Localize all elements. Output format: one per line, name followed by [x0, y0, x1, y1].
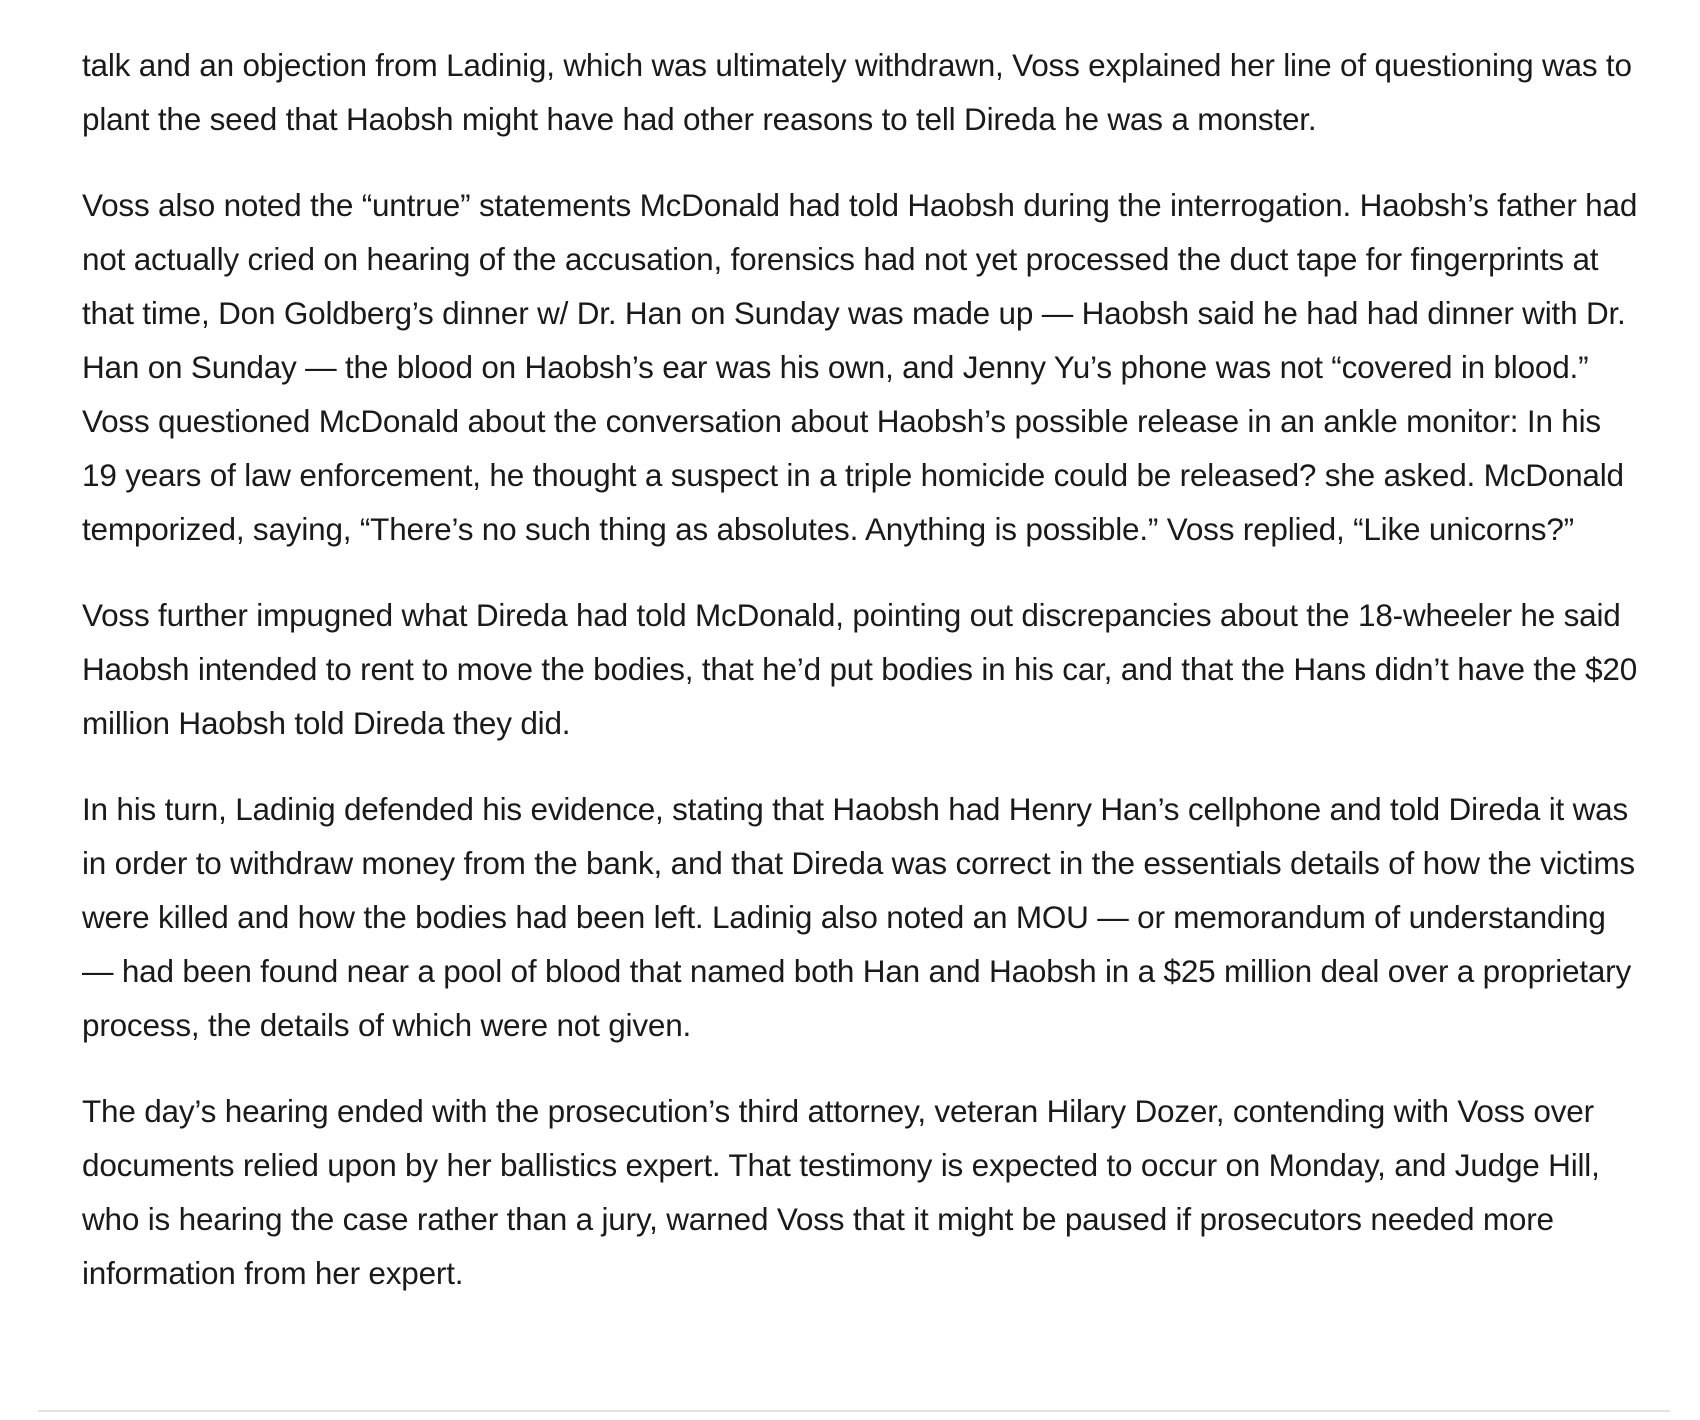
footer-divider — [38, 1410, 1670, 1412]
article-paragraph-4: In his turn, Ladinig defended his evidence, stating that Haobsh had Henry Han’s cellphone and told Direda it was in order to withdraw money from the bank, and that Direda was correct in the essentials details of how the victims were killed and how the bodies had been left. Ladinig also noted an MOU — or memorandum of understanding — had been found near a pool of blood that named both Han and Haobsh in a $25 million deal over a proprietary process, the details of which were not given. — [82, 791, 1635, 1043]
article-body — [82, 38, 1642, 1332]
article-paragraph-1: talk and an objection from Ladinig, which was ultimately withdrawn, Voss explained her line of questioning was to plant the seed that Haobsh might have had other reasons to tell Direda he was a monster. — [82, 47, 1632, 137]
article-paragraph-2: Voss also noted the “untrue” statements McDonald had told Haobsh during the interrogation. Haobsh’s father had not actually cried on hearing of the accusation, forensics had not yet processed the duct tape for fingerprints at that time, Don Goldberg’s dinner w/ Dr. Han on Sunday was made up — Haobsh said he had had dinner with Dr. Han on Sunday — the blood on Haobsh’s ear was his own, and Jenny Yu’s phone was not “covered in blood.” Voss questioned McDonald about the conversation about Haobsh’s possible release in an ankle monitor: In his 19 years of law enforcement, he thought a suspect in a triple homicide could be released? she asked. McDonald temporized, saying, “There’s no such thing as absolutes. Anything is possible.” Voss replied, “Like unicorns?” — [82, 187, 1638, 547]
article-paragraph-5: The day’s hearing ended with the prosecution’s third attorney, veteran Hilary Dozer, contending with Voss over documents relied upon by her ballistics expert. That testimony is expected to occur on Monday, and Judge Hill, who is hearing the case rather than a jury, warned Voss that it might be paused if prosecutors needed more information from her expert. — [82, 1093, 1600, 1291]
article-paragraph-3: Voss further impugned what Direda had told McDonald, pointing out discrepancies about the 18-wheeler he said Haobsh intended to rent to move the bodies, that he’d put bodies in his car, and that the Hans didn’t have the $20 million Haobsh told Direda they did. — [82, 597, 1638, 741]
